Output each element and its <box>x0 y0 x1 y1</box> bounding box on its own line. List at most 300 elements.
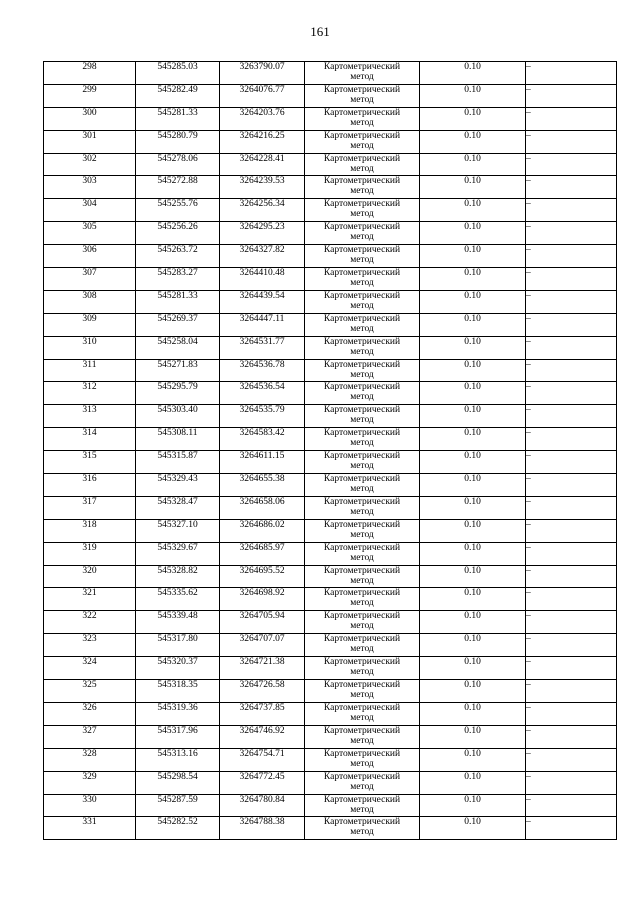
x-coordinate-cell: 545298.54 <box>136 771 220 794</box>
y-coordinate-cell: 3264788.38 <box>220 817 305 840</box>
point-number-cell: 322 <box>44 611 136 634</box>
accuracy-cell: 0.10 <box>420 794 526 817</box>
table-row <box>44 176 617 199</box>
table-row <box>44 336 617 359</box>
point-number-cell: 323 <box>44 634 136 657</box>
x-coordinate-cell: 545278.06 <box>136 153 220 176</box>
accuracy-cell: 0.10 <box>420 428 526 451</box>
method-cell <box>305 336 420 359</box>
method-line-1: Картометрический <box>323 748 401 759</box>
y-coordinate-cell: 3264746.92 <box>220 725 305 748</box>
method-line-2: метод <box>350 392 374 403</box>
note-cell: – <box>526 405 617 428</box>
note-cell: – <box>526 84 617 107</box>
method-cell <box>305 107 420 130</box>
y-coordinate-cell: 3264695.52 <box>220 565 305 588</box>
y-coordinate-cell: 3264655.38 <box>220 474 305 497</box>
table-row <box>44 725 617 748</box>
x-coordinate-cell: 545258.04 <box>136 336 220 359</box>
method-line-1: Картометрический <box>323 405 401 416</box>
method-cell <box>305 496 420 519</box>
method-cell <box>305 634 420 657</box>
point-number-cell: 314 <box>44 428 136 451</box>
coordinates-table <box>43 61 617 840</box>
y-coordinate-cell: 3264780.84 <box>220 794 305 817</box>
note-cell: – <box>526 657 617 680</box>
method-cell <box>305 176 420 199</box>
table-row <box>44 405 617 428</box>
method-cell <box>305 657 420 680</box>
table-row <box>44 474 617 497</box>
y-coordinate-cell: 3264439.54 <box>220 290 305 313</box>
x-coordinate-cell: 545328.47 <box>136 496 220 519</box>
method-line-1: Картометрический <box>323 451 401 462</box>
y-coordinate-cell: 3264658.06 <box>220 496 305 519</box>
method-cell <box>305 199 420 222</box>
x-coordinate-cell: 545327.10 <box>136 519 220 542</box>
point-number-cell: 309 <box>44 313 136 336</box>
accuracy-cell: 0.10 <box>420 245 526 268</box>
method-line-2: метод <box>350 323 374 334</box>
accuracy-cell: 0.10 <box>420 611 526 634</box>
y-coordinate-cell: 3264535.79 <box>220 405 305 428</box>
y-coordinate-cell: 3264216.25 <box>220 130 305 153</box>
point-number-cell: 301 <box>44 130 136 153</box>
method-line-2: метод <box>350 117 374 128</box>
table-row <box>44 611 617 634</box>
method-line-2: метод <box>350 598 374 609</box>
x-coordinate-cell: 545283.27 <box>136 268 220 291</box>
note-cell: – <box>526 817 617 840</box>
method-line-1: Картометрический <box>323 474 401 485</box>
x-coordinate-cell: 545313.16 <box>136 748 220 771</box>
x-coordinate-cell: 545320.37 <box>136 657 220 680</box>
x-coordinate-cell: 545339.48 <box>136 611 220 634</box>
method-line-1: Картометрический <box>323 153 401 164</box>
point-number-cell: 307 <box>44 268 136 291</box>
note-cell: – <box>526 359 617 382</box>
point-number-cell: 330 <box>44 794 136 817</box>
accuracy-cell: 0.10 <box>420 313 526 336</box>
method-line-2: метод <box>350 667 374 678</box>
method-cell <box>305 680 420 703</box>
table-row <box>44 62 617 85</box>
method-cell <box>305 62 420 85</box>
note-cell: – <box>526 634 617 657</box>
note-cell: – <box>526 748 617 771</box>
y-coordinate-cell: 3264295.23 <box>220 222 305 245</box>
point-number-cell: 300 <box>44 107 136 130</box>
y-coordinate-cell: 3264536.54 <box>220 382 305 405</box>
method-line-1: Картометрический <box>323 611 401 622</box>
method-cell <box>305 382 420 405</box>
note-cell: – <box>526 382 617 405</box>
method-line-2: метод <box>350 575 374 586</box>
accuracy-cell: 0.10 <box>420 565 526 588</box>
accuracy-cell: 0.10 <box>420 84 526 107</box>
table-row <box>44 107 617 130</box>
method-line-2: метод <box>350 827 374 838</box>
x-coordinate-cell: 545280.79 <box>136 130 220 153</box>
method-cell <box>305 565 420 588</box>
y-coordinate-cell: 3264686.02 <box>220 519 305 542</box>
table-row <box>44 496 617 519</box>
method-line-2: метод <box>350 529 374 540</box>
x-coordinate-cell: 545303.40 <box>136 405 220 428</box>
point-number-cell: 321 <box>44 588 136 611</box>
x-coordinate-cell: 545317.80 <box>136 634 220 657</box>
table-row <box>44 84 617 107</box>
accuracy-cell: 0.10 <box>420 336 526 359</box>
accuracy-cell: 0.10 <box>420 290 526 313</box>
method-line-2: метод <box>350 552 374 563</box>
x-coordinate-cell: 545328.82 <box>136 565 220 588</box>
y-coordinate-cell: 3264447.11 <box>220 313 305 336</box>
method-line-1: Картометрический <box>323 588 401 599</box>
x-coordinate-cell: 545282.49 <box>136 84 220 107</box>
y-coordinate-cell: 3264737.85 <box>220 702 305 725</box>
method-line-1: Картометрический <box>323 496 401 507</box>
note-cell: – <box>526 130 617 153</box>
x-coordinate-cell: 545256.26 <box>136 222 220 245</box>
method-line-1: Картометрический <box>323 702 401 713</box>
accuracy-cell: 0.10 <box>420 702 526 725</box>
table-row <box>44 313 617 336</box>
method-cell <box>305 153 420 176</box>
method-line-1: Картометрический <box>323 107 401 118</box>
accuracy-cell: 0.10 <box>420 199 526 222</box>
method-cell <box>305 428 420 451</box>
table-row <box>44 199 617 222</box>
method-cell <box>305 794 420 817</box>
table-row <box>44 428 617 451</box>
table-row <box>44 657 617 680</box>
y-coordinate-cell: 3264076.77 <box>220 84 305 107</box>
x-coordinate-cell: 545319.36 <box>136 702 220 725</box>
method-line-1: Картометрический <box>323 336 401 347</box>
y-coordinate-cell: 3264256.34 <box>220 199 305 222</box>
y-coordinate-cell: 3264721.38 <box>220 657 305 680</box>
method-cell <box>305 359 420 382</box>
point-number-cell: 298 <box>44 62 136 85</box>
point-number-cell: 315 <box>44 451 136 474</box>
point-number-cell: 326 <box>44 702 136 725</box>
note-cell: – <box>526 153 617 176</box>
note-cell: – <box>526 565 617 588</box>
y-coordinate-cell: 3264228.41 <box>220 153 305 176</box>
method-line-1: Картометрический <box>323 245 401 256</box>
accuracy-cell: 0.10 <box>420 268 526 291</box>
point-number-cell: 328 <box>44 748 136 771</box>
point-number-cell: 329 <box>44 771 136 794</box>
x-coordinate-cell: 545318.35 <box>136 680 220 703</box>
method-line-1: Картометрический <box>323 313 401 324</box>
y-coordinate-cell: 3264754.71 <box>220 748 305 771</box>
y-coordinate-cell: 3264410.48 <box>220 268 305 291</box>
method-cell <box>305 474 420 497</box>
note-cell: – <box>526 725 617 748</box>
method-line-1: Картометрический <box>323 62 401 72</box>
table-row <box>44 290 617 313</box>
table-row <box>44 565 617 588</box>
x-coordinate-cell: 545269.37 <box>136 313 220 336</box>
accuracy-cell: 0.10 <box>420 496 526 519</box>
method-line-1: Картометрический <box>323 199 401 210</box>
method-line-1: Картометрический <box>323 176 401 187</box>
note-cell: – <box>526 428 617 451</box>
note-cell: – <box>526 245 617 268</box>
method-line-1: Картометрический <box>323 817 401 828</box>
method-cell <box>305 771 420 794</box>
method-line-2: метод <box>350 804 374 815</box>
method-line-2: метод <box>350 781 374 792</box>
note-cell: – <box>526 107 617 130</box>
method-line-1: Картометрический <box>323 130 401 141</box>
method-line-2: метод <box>350 209 374 220</box>
accuracy-cell: 0.10 <box>420 451 526 474</box>
accuracy-cell: 0.10 <box>420 176 526 199</box>
table-row <box>44 748 617 771</box>
note-cell: – <box>526 199 617 222</box>
y-coordinate-cell: 3264611.15 <box>220 451 305 474</box>
method-line-2: метод <box>350 484 374 495</box>
page-number: 161 <box>310 24 330 39</box>
table-row <box>44 359 617 382</box>
x-coordinate-cell: 545282.52 <box>136 817 220 840</box>
x-coordinate-cell: 545295.79 <box>136 382 220 405</box>
x-coordinate-cell: 545281.33 <box>136 107 220 130</box>
method-line-2: метод <box>350 506 374 517</box>
x-coordinate-cell: 545329.67 <box>136 542 220 565</box>
method-line-2: метод <box>350 735 374 746</box>
table-row <box>44 268 617 291</box>
note-cell: – <box>526 62 617 85</box>
method-line-1: Картометрический <box>323 428 401 439</box>
point-number-cell: 299 <box>44 84 136 107</box>
table-row <box>44 245 617 268</box>
note-cell: – <box>526 268 617 291</box>
method-cell <box>305 817 420 840</box>
note-cell: – <box>526 290 617 313</box>
note-cell: – <box>526 680 617 703</box>
accuracy-cell: 0.10 <box>420 634 526 657</box>
method-line-1: Картометрический <box>323 268 401 279</box>
method-cell <box>305 588 420 611</box>
accuracy-cell: 0.10 <box>420 748 526 771</box>
method-line-2: метод <box>350 644 374 655</box>
x-coordinate-cell: 545335.62 <box>136 588 220 611</box>
method-line-2: метод <box>350 232 374 243</box>
y-coordinate-cell: 3264698.92 <box>220 588 305 611</box>
point-number-cell: 324 <box>44 657 136 680</box>
point-number-cell: 303 <box>44 176 136 199</box>
x-coordinate-cell: 545308.11 <box>136 428 220 451</box>
table-row <box>44 634 617 657</box>
table-row <box>44 794 617 817</box>
point-number-cell: 312 <box>44 382 136 405</box>
table-row <box>44 130 617 153</box>
point-number-cell: 319 <box>44 542 136 565</box>
method-line-2: метод <box>350 461 374 472</box>
accuracy-cell: 0.10 <box>420 657 526 680</box>
method-cell <box>305 130 420 153</box>
accuracy-cell: 0.10 <box>420 771 526 794</box>
note-cell: – <box>526 176 617 199</box>
table-row <box>44 588 617 611</box>
y-coordinate-cell: 3264772.45 <box>220 771 305 794</box>
y-coordinate-cell: 3263790.07 <box>220 62 305 85</box>
y-coordinate-cell: 3264707.07 <box>220 634 305 657</box>
table-row <box>44 542 617 565</box>
y-coordinate-cell: 3264583.42 <box>220 428 305 451</box>
table-row <box>44 817 617 840</box>
method-cell <box>305 268 420 291</box>
method-line-1: Картометрический <box>323 222 401 233</box>
method-line-1: Картометрический <box>323 290 401 301</box>
method-line-2: метод <box>350 186 374 197</box>
x-coordinate-cell: 545317.96 <box>136 725 220 748</box>
point-number-cell: 306 <box>44 245 136 268</box>
x-coordinate-cell: 545271.83 <box>136 359 220 382</box>
method-cell <box>305 245 420 268</box>
accuracy-cell: 0.10 <box>420 222 526 245</box>
method-line-2: метод <box>350 163 374 174</box>
method-line-1: Картометрический <box>323 382 401 393</box>
x-coordinate-cell: 545263.72 <box>136 245 220 268</box>
point-number-cell: 316 <box>44 474 136 497</box>
note-cell: – <box>526 519 617 542</box>
point-number-cell: 327 <box>44 725 136 748</box>
y-coordinate-cell: 3264726.58 <box>220 680 305 703</box>
point-number-cell: 325 <box>44 680 136 703</box>
note-cell: – <box>526 771 617 794</box>
point-number-cell: 305 <box>44 222 136 245</box>
method-line-1: Картометрический <box>323 565 401 576</box>
method-line-1: Картометрический <box>323 519 401 530</box>
point-number-cell: 320 <box>44 565 136 588</box>
method-cell <box>305 451 420 474</box>
accuracy-cell: 0.10 <box>420 382 526 405</box>
table-row <box>44 451 617 474</box>
method-cell <box>305 290 420 313</box>
y-coordinate-cell: 3264531.77 <box>220 336 305 359</box>
method-line-2: метод <box>350 690 374 701</box>
method-line-2: метод <box>350 369 374 380</box>
y-coordinate-cell: 3264327.82 <box>220 245 305 268</box>
method-cell <box>305 405 420 428</box>
method-line-1: Картометрический <box>323 657 401 668</box>
y-coordinate-cell: 3264239.53 <box>220 176 305 199</box>
method-cell <box>305 748 420 771</box>
accuracy-cell: 0.10 <box>420 542 526 565</box>
y-coordinate-cell: 3264685.97 <box>220 542 305 565</box>
point-number-cell: 308 <box>44 290 136 313</box>
x-coordinate-cell: 545285.03 <box>136 62 220 85</box>
table-row <box>44 222 617 245</box>
table-row <box>44 153 617 176</box>
method-line-1: Картометрический <box>323 84 401 95</box>
method-line-2: метод <box>350 300 374 311</box>
method-line-2: метод <box>350 621 374 632</box>
accuracy-cell: 0.10 <box>420 62 526 85</box>
method-cell <box>305 702 420 725</box>
point-number-cell: 311 <box>44 359 136 382</box>
method-line-1: Картометрический <box>323 542 401 553</box>
method-cell <box>305 725 420 748</box>
table-row <box>44 382 617 405</box>
y-coordinate-cell: 3264203.76 <box>220 107 305 130</box>
method-line-2: метод <box>350 438 374 449</box>
y-coordinate-cell: 3264705.94 <box>220 611 305 634</box>
point-number-cell: 317 <box>44 496 136 519</box>
note-cell: – <box>526 588 617 611</box>
note-cell: – <box>526 702 617 725</box>
point-number-cell: 331 <box>44 817 136 840</box>
method-line-2: метод <box>350 415 374 426</box>
note-cell: – <box>526 474 617 497</box>
method-line-2: метод <box>350 140 374 151</box>
x-coordinate-cell: 545287.59 <box>136 794 220 817</box>
table-row <box>44 771 617 794</box>
method-line-2: метод <box>350 255 374 266</box>
accuracy-cell: 0.10 <box>420 107 526 130</box>
method-line-1: Картометрический <box>323 680 401 691</box>
accuracy-cell: 0.10 <box>420 405 526 428</box>
method-line-1: Картометрический <box>323 359 401 370</box>
point-number-cell: 310 <box>44 336 136 359</box>
point-number-cell: 304 <box>44 199 136 222</box>
x-coordinate-cell: 545272.88 <box>136 176 220 199</box>
note-cell: – <box>526 222 617 245</box>
method-line-2: метод <box>350 712 374 723</box>
method-cell <box>305 611 420 634</box>
method-line-2: метод <box>350 346 374 357</box>
x-coordinate-cell: 545329.43 <box>136 474 220 497</box>
y-coordinate-cell: 3264536.78 <box>220 359 305 382</box>
method-line-2: метод <box>350 72 374 82</box>
note-cell: – <box>526 313 617 336</box>
method-cell <box>305 84 420 107</box>
method-line-1: Картометрический <box>323 725 401 736</box>
accuracy-cell: 0.10 <box>420 725 526 748</box>
point-number-cell: 318 <box>44 519 136 542</box>
table-row <box>44 519 617 542</box>
point-number-cell: 313 <box>44 405 136 428</box>
point-number-cell: 302 <box>44 153 136 176</box>
method-line-1: Картометрический <box>323 771 401 782</box>
accuracy-cell: 0.10 <box>420 359 526 382</box>
accuracy-cell: 0.10 <box>420 817 526 840</box>
method-line-2: метод <box>350 278 374 289</box>
method-line-2: метод <box>350 758 374 769</box>
note-cell: – <box>526 542 617 565</box>
method-cell <box>305 542 420 565</box>
accuracy-cell: 0.10 <box>420 474 526 497</box>
method-line-1: Картометрический <box>323 794 401 805</box>
note-cell: – <box>526 611 617 634</box>
note-cell: – <box>526 496 617 519</box>
method-line-1: Картометрический <box>323 634 401 645</box>
note-cell: – <box>526 336 617 359</box>
note-cell: – <box>526 451 617 474</box>
method-cell <box>305 519 420 542</box>
accuracy-cell: 0.10 <box>420 153 526 176</box>
table-row <box>44 680 617 703</box>
method-cell <box>305 313 420 336</box>
table-row <box>44 702 617 725</box>
method-line-2: метод <box>350 94 374 105</box>
accuracy-cell: 0.10 <box>420 680 526 703</box>
